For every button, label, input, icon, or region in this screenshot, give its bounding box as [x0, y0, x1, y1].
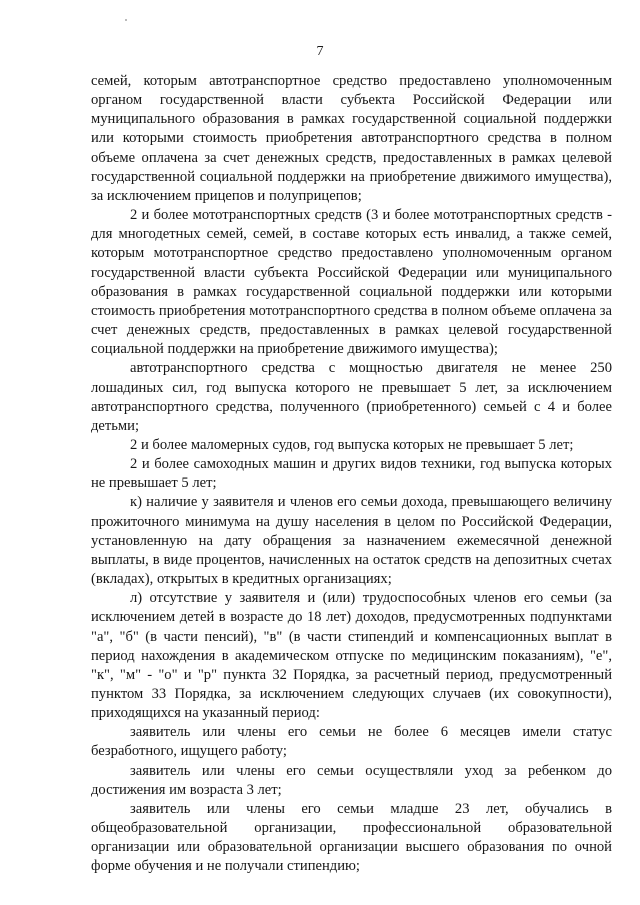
paragraph-continuation: семей, которым автотранспортное средство предоставлено уполномоченным органом государственной власти субъекта Российской Федерации или муниципального образования в рамках государственной социальной поддержки или которыми стоимость приобретения автотранспортного средства в полном объеме оплачена за счет денежных средств, предоставленных в рамках целевой государственной социальной поддержки на приобретение движимого имущества), за исключением прицепов и полуприцепов;	[91, 73, 612, 204]
paragraph-unemployed: заявитель или члены его семьи не более 6 месяцев имели статус безработного, ищущего работу;	[91, 724, 612, 760]
page-number: 7	[316, 44, 324, 59]
document-body	[91, 72, 612, 877]
paragraph-small-vessels: 2 и более маломерных судов, год выпуска которых не превышает 5 лет;	[130, 436, 574, 453]
paragraph-item-l: л) отсутствие у заявителя и (или) трудоспособных членов его семьи (за исключением детей в возрасте до 18 лет) доходов, предусмотренных подпунктами "а", "б" (в части пенсий), "в" (в части стипендий и компенсационных выплат в период нахождения в академическом отпуске по медицинским показаниям), "е", "к", "м" - "о" и "р" пункта 32 Порядка, за расчетный период, предусмотренный пунктом 33 Порядка, за исключением следующих случаев (их совокупности), приходящихся на указанный период:	[91, 590, 612, 722]
paragraph-engine-power: автотранспортного средства с мощностью двигателя не менее 250 лошадиных сил, год выпуска которого не превышает 5 лет, за исключением автотранспортного средства, полученного (приобретенного) семьей с 4 и более детьми;	[91, 360, 612, 434]
scan-mark	[125, 19, 127, 21]
paragraph-motor-vehicles: 2 и более мототранспортных средств (3 и более мототранспортных средств - для многодетных семей, семей, в составе которых есть инвалид, а также семей, которым мототранспортное средство предоставлено уполномоченным органом государственной власти субъекта Российской Федерации или муниципального образования в рамках государственной социальной поддержки или которыми стоимость приобретения мототранспортного средства в полном объеме оплачена за счет денежных средств, предоставленных в рамках целевой государственной социальной поддержки на приобретение движимого имущества);	[91, 207, 612, 358]
paragraph-childcare: заявитель или члены его семьи осуществляли уход за ребенком до достижения им возраста 3 лет;	[91, 762, 612, 798]
paragraph-item-k: к) наличие у заявителя и членов его семьи дохода, превышающего величину прожиточного минимума на душу населения в целом по Российской Федерации, установленную на дату обращения за назначением ежемесячной денежной выплаты, в виде процентов, начисленных на остаток средств на депозитных счетах (вкладах), открытых в кредитных организациях;	[91, 494, 612, 588]
paragraph-students: заявитель или члены его семьи младше 23 лет, обучались в общеобразовательной организации, профессиональной образовательной организации или образовательной организации высшего образования по очной форме обучения и не получали стипендию;	[91, 800, 612, 875]
paragraph-self-propelled: 2 и более самоходных машин и других видов техники, год выпуска которых не превышает 5 лет;	[91, 456, 612, 492]
